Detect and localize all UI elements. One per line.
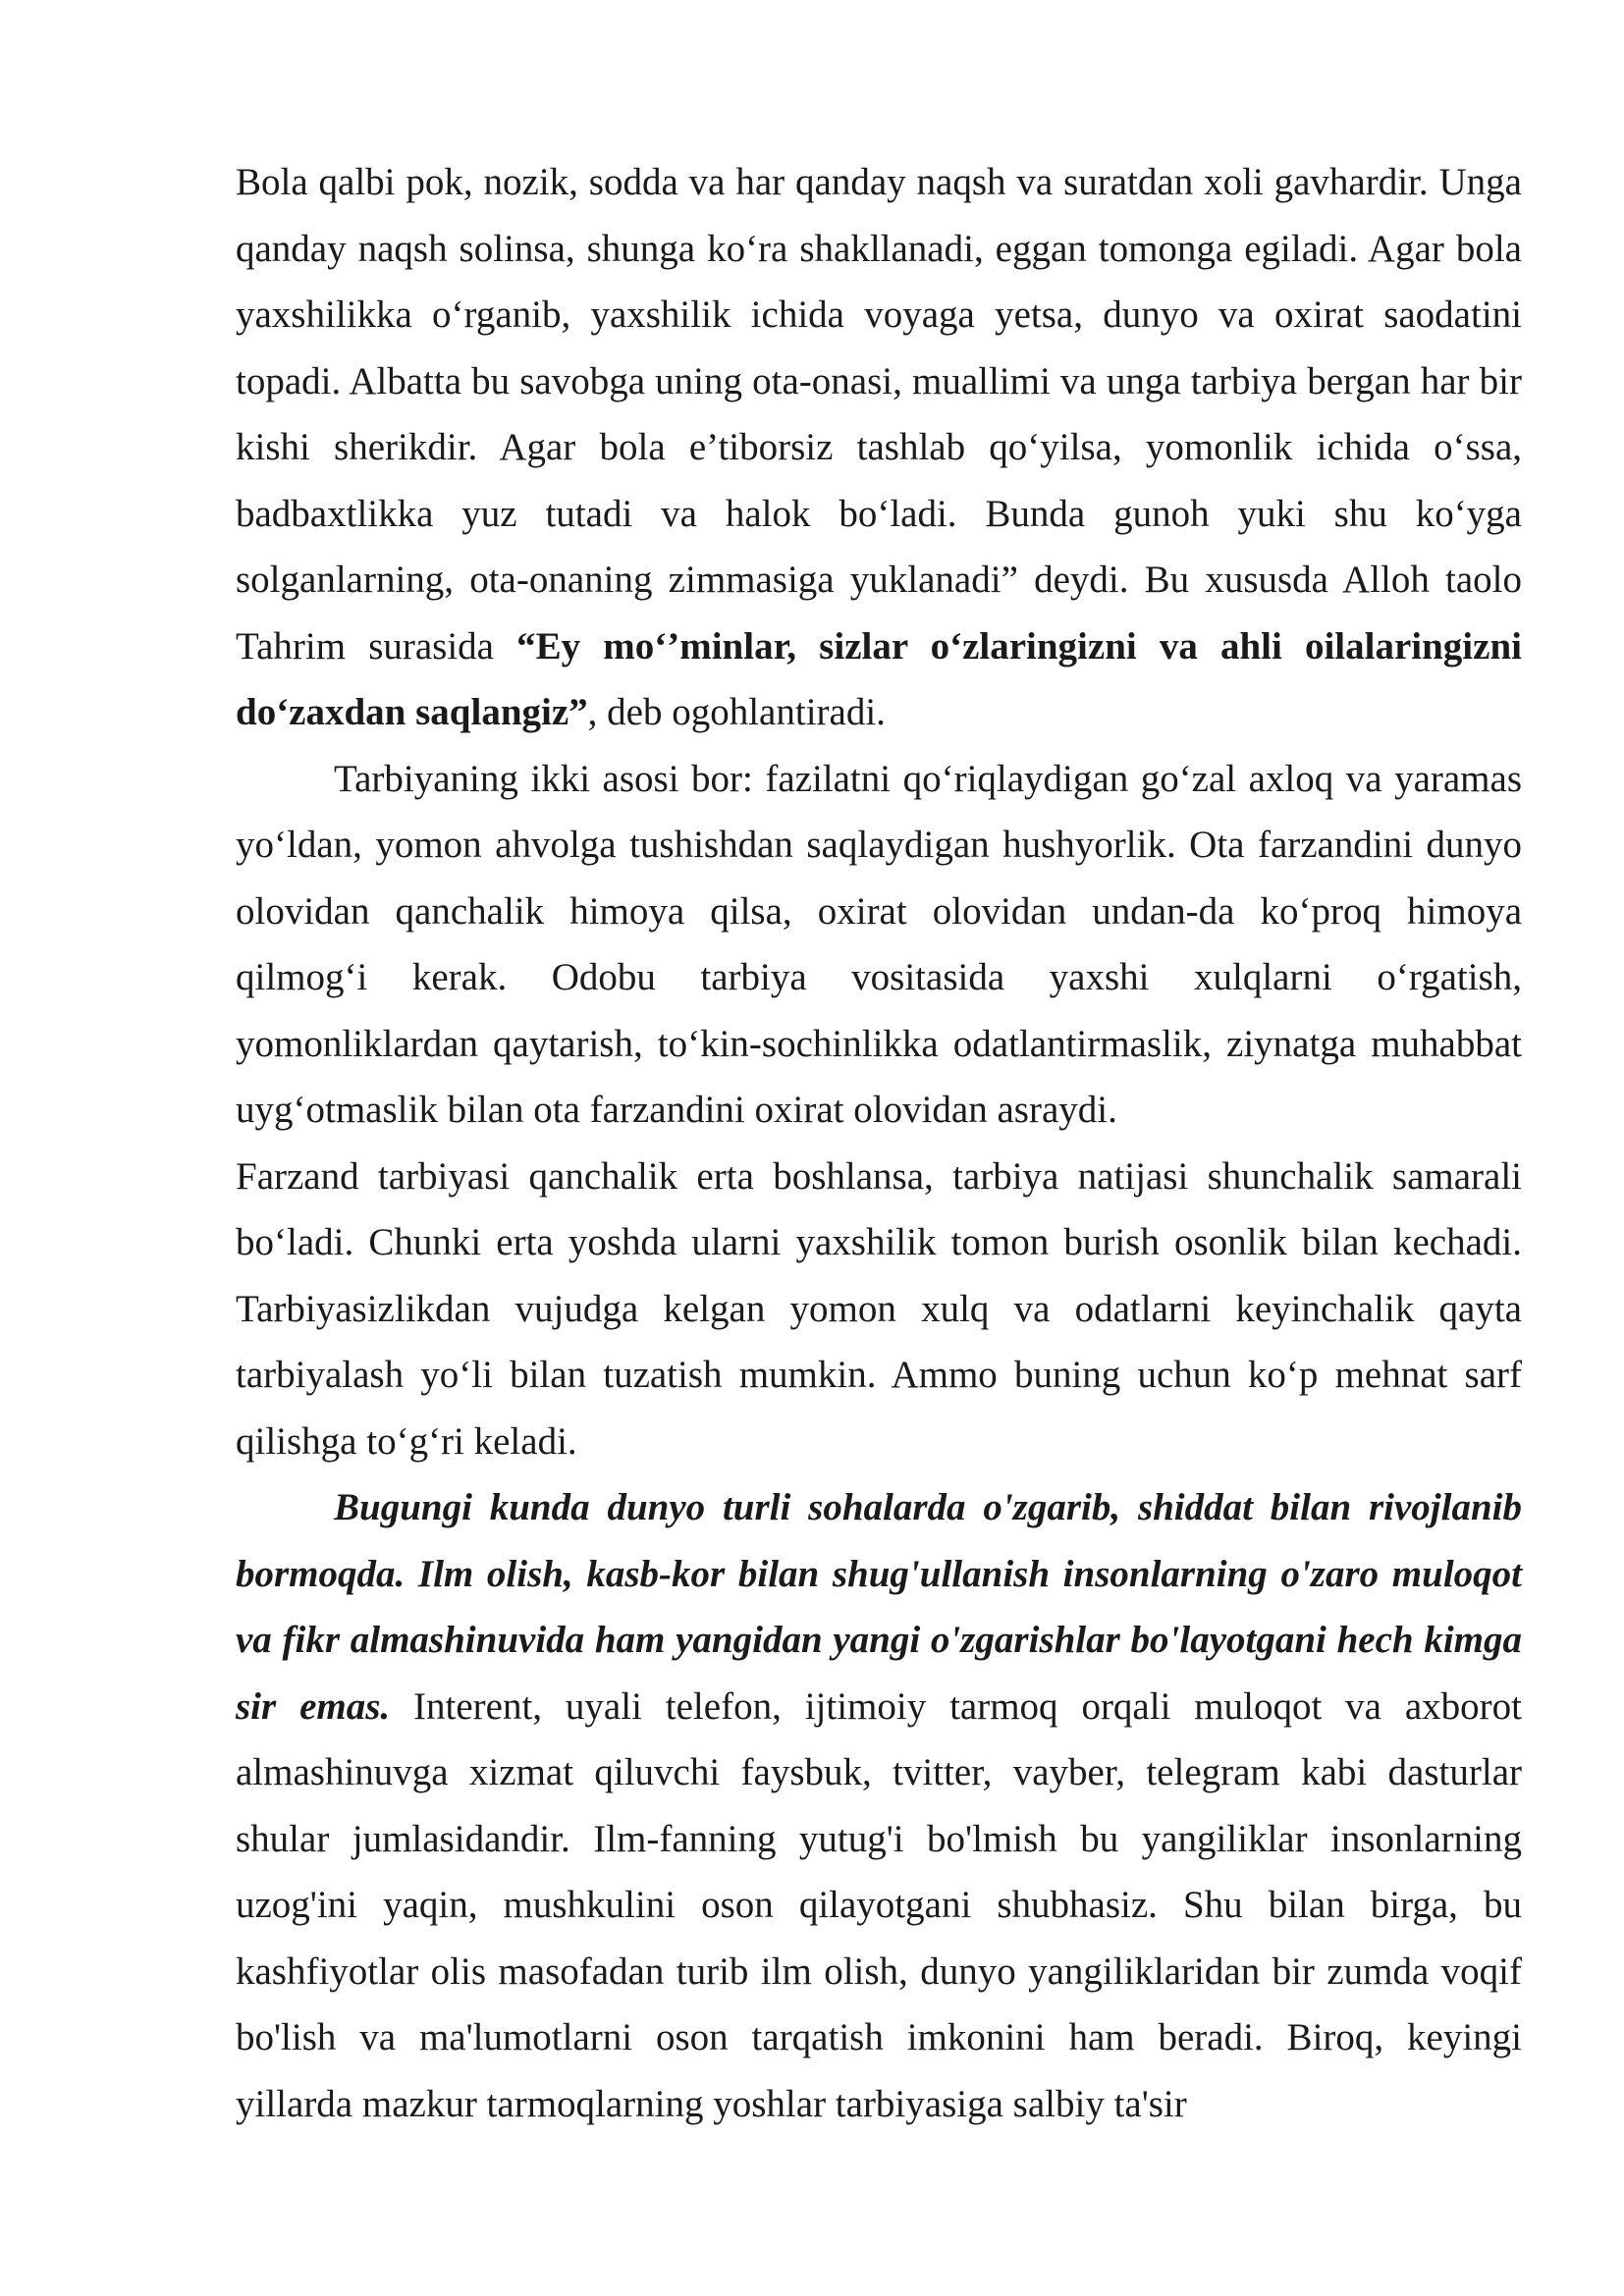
- document-page: [236, 149, 1522, 2137]
- paragraph-3: Farzand tarbiyasi qanchalik erta boshlansa, tarbiya natijasi shunchalik samarali bo‘ladi. Chunki erta yoshda ularni yaxshilik tomon burish osonlik bilan kechadi. Tarbiyasizlikdan vujudga kelgan yomon xulq va odatlarni keyinchalik qayta tarbiyalash yo‘li bilan tuzatish mumkin. Ammo buning uchun ko‘p mehnat sarf qilishga to‘g‘ri keladi.: [236, 1154, 1522, 1463]
- paragraph-4-text: Interent, uyali telefon, ijtimoiy tarmoq orqali muloqot va axborot almashinuvga xizmat qiluvchi faysbuk, tvitter, vayber, telegram kabi dasturlar shular jumlasidandir. Ilm-fanning yutug'i bo'lmish bu yangiliklar insonlarning uzog'ini yaqin, mushkulini oson qilayotgani shubhasiz. Shu bilan birga, bu kashfiyotlar olis masofadan turib ilm olish, dunyo yangiliklaridan bir zumda voqif bo'lish va ma'lumotlarni oson tarqatish imkonini ham beradi. Biroq, keyingi yillarda mazkur tarmoqlarning yoshlar tarbiyasiga salbiy ta'sir: [236, 1684, 1522, 2125]
- paragraph-4: [236, 1474, 1522, 2137]
- paragraph-1-text: Bola qalbi pok, nozik, sodda va har qanday naqsh va suratdan xoli gavhardir. Unga qanday naqsh solinsa, shunga ko‘ra shakllanadi, eggan tomonga egiladi. Agar bola yaxshilikka o‘rganib, yaxshilik ichida voyaga yetsa, dunyo va oxirat saodatini topadi. Albatta bu savobga uning ota-onasi, muallimi va unga tarbiya bergan har bir kishi sherikdir. Agar bola e’tiborsiz tashlab qo‘yilsa, yomonlik ichida o‘ssa, badbaxtlikka yuz tutadi va halok bo‘ladi. Bunda gunoh yuki shu ko‘yga solganlarning, ota-onaning zimmasiga yuklanadi” deydi. Bu xususda Alloh taolo Tahrim surasida: [236, 161, 1522, 667]
- paragraph-1-ending: , deb ogohlantiradi.: [587, 691, 886, 733]
- emphasized-statement: Bugungi kunda dunyo turli sohalarda o'zgarib, shiddat bilan rivojlanib bormoqda. Ilm olish, kasb-kor bilan shug'ullanish insonlarning o'zaro muloqot va fikr almashinuvida ham yangidan yangi o'zgarishlar bo'layotgani hech kimga sir emas.: [236, 1486, 1522, 1728]
- paragraph-1: [236, 149, 1522, 746]
- quran-quote: “Ey mo‘’minlar, sizlar o‘zlaringizni va ahli oilalaringizni do‘zaxdan saqlangiz”: [236, 624, 1522, 733]
- paragraph-2: Tarbiyaning ikki asosi bor: fazilatni qo‘riqlaydigan go‘zal axloq va yaramas yo‘ldan, yomon ahvolga tushishdan saqlaydigan hushyorlik. Ota farzandini dunyo olovidan qanchalik himoya qilsa, oxirat olovidan undan-da ko‘proq himoya qilmog‘i kerak. Odobu tarbiya vositasida yaxshi xulqlarni o‘rgatish, yomonliklardan qaytarish, to‘kin-sochinlikka odatlantirmaslik, ziynatga muhabbat uyg‘otmaslik bilan ota farzandini oxirat olovidan asraydi.: [236, 757, 1522, 1131]
